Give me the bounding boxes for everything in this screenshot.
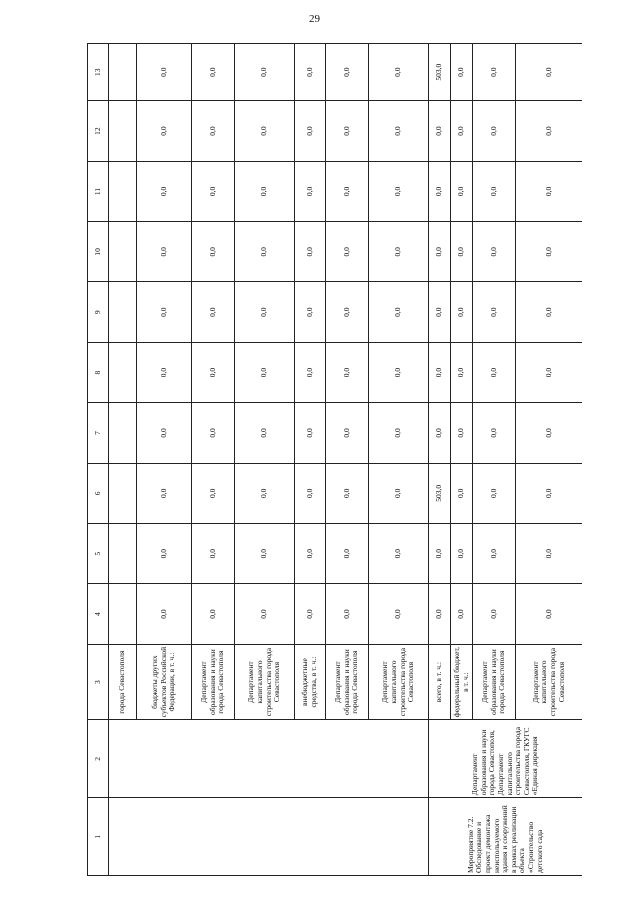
value-cell: 0,0 (137, 44, 192, 101)
value-cell: 0,0 (473, 101, 516, 161)
value-cell: 0,0 (295, 584, 326, 644)
header-cell: 9 (88, 282, 109, 342)
value-cell: 0,0 (429, 222, 451, 282)
header-cell: 2 (88, 720, 109, 798)
header-cell: 12 (88, 101, 109, 161)
value-cell: 0,0 (235, 584, 295, 644)
value-cell: 0,0 (369, 101, 429, 161)
value-cell (109, 584, 137, 644)
value-cell: 0,0 (295, 342, 326, 402)
value-cell: 0,0 (137, 161, 192, 221)
value-cell: 0,0 (516, 101, 583, 161)
value-cell: 0,0 (326, 101, 369, 161)
row-label: города Севастополя (109, 644, 137, 720)
value-cell: 0,0 (473, 463, 516, 523)
value-cell (109, 342, 137, 402)
value-cell: 0,0 (516, 222, 583, 282)
value-cell: 0,0 (473, 282, 516, 342)
value-cell: 0,0 (451, 403, 473, 463)
value-cell: 0,0 (137, 282, 192, 342)
measure-name: Мероприятие 7.2. Обследование и проект демонтажа неиспользуемого здания и сооружений в рамках реализации объекта «Строительство детского сада (429, 798, 583, 876)
value-cell: 0,0 (192, 524, 235, 584)
header-cell: 13 (88, 44, 109, 101)
value-cell: 0,0 (326, 403, 369, 463)
value-cell: 0,0 (295, 101, 326, 161)
empty-cell (109, 798, 429, 876)
value-cell: 0,0 (235, 101, 295, 161)
value-cell: 0,0 (516, 282, 583, 342)
value-cell: 0,0 (235, 282, 295, 342)
value-cell: 0,0 (429, 584, 451, 644)
value-cell: 0,0 (326, 222, 369, 282)
value-cell: 0,0 (451, 524, 473, 584)
value-cell: 0,0 (369, 342, 429, 402)
value-cell: 0,0 (516, 403, 583, 463)
header-cell: 4 (88, 584, 109, 644)
value-cell: 0,0 (295, 403, 326, 463)
table-row (429, 44, 451, 876)
value-cell: 0,0 (235, 524, 295, 584)
value-cell: 0,0 (192, 342, 235, 402)
row-label: Департамент образования и науки города Севастополя (326, 644, 369, 720)
value-cell: 0,0 (451, 101, 473, 161)
row-label: Департамент образования и науки города Севастополя (192, 644, 235, 720)
value-cell: 0,0 (369, 584, 429, 644)
value-cell: 0,0 (429, 403, 451, 463)
table-area (87, 43, 582, 876)
header-cell: 11 (88, 161, 109, 221)
value-cell: 0,0 (473, 44, 516, 101)
value-cell (109, 524, 137, 584)
value-cell: 0,0 (137, 463, 192, 523)
value-cell: 0,0 (516, 463, 583, 523)
value-cell: 0,0 (473, 161, 516, 221)
value-cell: 0,0 (137, 222, 192, 282)
value-cell: 0,0 (326, 44, 369, 101)
value-cell: 0,0 (295, 524, 326, 584)
header-cell: 7 (88, 403, 109, 463)
value-cell: 0,0 (429, 342, 451, 402)
row-label: Департамент капитального строительства города Севастополя (369, 644, 429, 720)
value-cell: 0,0 (326, 584, 369, 644)
value-cell: 0,0 (369, 282, 429, 342)
value-cell: 0,0 (192, 44, 235, 101)
value-cell: 0,0 (473, 584, 516, 644)
value-cell: 0,0 (192, 403, 235, 463)
value-cell: 0,0 (516, 44, 583, 101)
empty-cell (109, 720, 429, 798)
value-cell: 0,0 (451, 44, 473, 101)
value-cell: 0,0 (295, 222, 326, 282)
value-cell: 0,0 (429, 282, 451, 342)
value-cell: 0,0 (235, 342, 295, 402)
header-cell: 10 (88, 222, 109, 282)
value-cell: 0,0 (369, 44, 429, 101)
value-cell: 0,0 (473, 342, 516, 402)
value-cell: 0,0 (429, 101, 451, 161)
header-cell: 6 (88, 463, 109, 523)
value-cell (109, 222, 137, 282)
page-number: 29 (309, 13, 320, 25)
value-cell: 0,0 (192, 282, 235, 342)
value-cell: 0,0 (235, 161, 295, 221)
value-cell: 503,0 (429, 44, 451, 101)
value-cell: 0,0 (516, 342, 583, 402)
value-cell: 0,0 (473, 222, 516, 282)
value-cell (109, 101, 137, 161)
row-label: Департамент капитального строительства города Севастополя (516, 644, 583, 720)
value-cell (109, 44, 137, 101)
value-cell: 0,0 (473, 403, 516, 463)
row-label: всего, в т. ч.: (429, 644, 451, 720)
value-cell: 0,0 (369, 463, 429, 523)
value-cell: 0,0 (235, 222, 295, 282)
value-cell: 0,0 (137, 342, 192, 402)
value-cell: 0,0 (235, 463, 295, 523)
header-cell: 1 (88, 798, 109, 876)
value-cell: 0,0 (451, 463, 473, 523)
value-cell: 0,0 (451, 584, 473, 644)
header-cell: 5 (88, 524, 109, 584)
value-cell: 0,0 (516, 584, 583, 644)
value-cell: 0,0 (451, 161, 473, 221)
value-cell: 0,0 (295, 161, 326, 221)
value-cell: 0,0 (451, 342, 473, 402)
value-cell: 0,0 (326, 161, 369, 221)
row-label: федеральный бюджет, в т. ч.: (451, 644, 473, 720)
value-cell: 0,0 (516, 161, 583, 221)
value-cell: 0,0 (137, 101, 192, 161)
value-cell: 0,0 (295, 282, 326, 342)
value-cell: 0,0 (429, 161, 451, 221)
row-label: внебюджетные средства, в т. ч.: (295, 644, 326, 720)
value-cell: 0,0 (326, 463, 369, 523)
value-cell: 0,0 (326, 282, 369, 342)
value-cell: 0,0 (326, 524, 369, 584)
value-cell: 0,0 (369, 403, 429, 463)
value-cell: 0,0 (295, 463, 326, 523)
value-cell: 0,0 (516, 524, 583, 584)
value-cell (109, 161, 137, 221)
value-cell: 0,0 (137, 403, 192, 463)
value-cell: 0,0 (235, 44, 295, 101)
rotated-table-container (87, 43, 582, 876)
table-row (109, 44, 137, 876)
value-cell: 0,0 (473, 524, 516, 584)
header-cell: 8 (88, 342, 109, 402)
value-cell: 0,0 (429, 524, 451, 584)
value-cell: 0,0 (451, 282, 473, 342)
value-cell: 503,0 (429, 463, 451, 523)
header-cell: 3 (88, 644, 109, 720)
row-label: бюджеты других субъектов Российской Федерации, в т. ч.: (137, 644, 192, 720)
budget-table (87, 43, 582, 876)
value-cell: 0,0 (451, 222, 473, 282)
value-cell (109, 403, 137, 463)
value-cell: 0,0 (369, 161, 429, 221)
value-cell: 0,0 (137, 584, 192, 644)
value-cell: 0,0 (192, 222, 235, 282)
value-cell: 0,0 (192, 101, 235, 161)
header-row (88, 44, 109, 876)
value-cell: 0,0 (369, 524, 429, 584)
value-cell: 0,0 (369, 222, 429, 282)
value-cell: 0,0 (192, 161, 235, 221)
value-cell: 0,0 (235, 403, 295, 463)
value-cell: 0,0 (192, 584, 235, 644)
row-label: Департамент капитального строительства города Севастополя (235, 644, 295, 720)
row-label: Департамент образования и науки города Севастополя (473, 644, 516, 720)
value-cell: 0,0 (137, 524, 192, 584)
value-cell: 0,0 (295, 44, 326, 101)
value-cell (109, 282, 137, 342)
measure-executor: Департамент образования и науки города Севастополя, Департамент капитального строительства города Севастополя, ГКУГС «Единая дирекция (429, 720, 583, 798)
value-cell: 0,0 (192, 463, 235, 523)
value-cell: 0,0 (326, 342, 369, 402)
value-cell (109, 463, 137, 523)
